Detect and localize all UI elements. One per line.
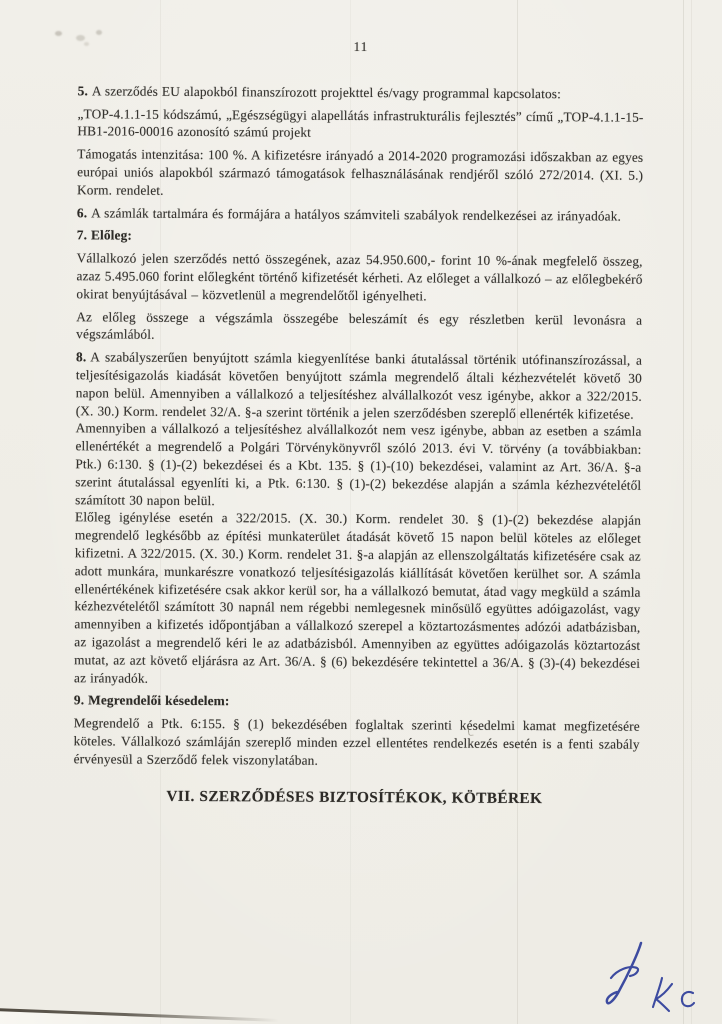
- section-number: 6.: [76, 204, 88, 220]
- heading-7-advance: 7. Előleg:: [76, 227, 133, 243]
- handwritten-initials-signature: [545, 915, 722, 1024]
- paragraph-project-code: „TOP-4.1.1-15 kódszámú, „Egészségügyi alapellátás infrastrukturális fejlesztés” című „TOP-4.1.1-15-HB1-2016-00016 azonosító számú projekt: [77, 105, 644, 141]
- paragraph-support-intensity: Támogatás intenzitása: 100 %. A kifizetésre irányadó a 2014-2020 programozási időszakban az egyes európai uniós alapokból származó támogatások felhasználásának rendjéről szóló 272/2014. (XI. 5.) Korm. rendelet.: [77, 146, 644, 198]
- page-number: 11: [353, 38, 369, 55]
- heading-9-client-delay: 9. Megrendelői késedelem:: [73, 692, 230, 709]
- paragraph-client-delay: Megrendelő a Ptk. 6:155. § (1) bekezdésében foglaltak szerinti késedelmi kamat megfizetésére köteles. Vállalkozó számláján szereplő minden ezzel ellentétes rendelkezés esetén is a fenti szabály érvényesül a Szerződő felek viszonylatában.: [73, 715, 640, 768]
- scan-speck: [55, 31, 62, 36]
- paragraph-advance-request: Előleg igénylése esetén a 322/2015. (X. 30.) Korm. rendelet 30. § (1)-(2) bekezdése alapján megrendelő legkésőbb az építési munkaterület átadását követő 15 napon belül köteles az előleget kifizetni. A 322/2015. (X. 30.) Korm. rendelet 31. §-a alapján az ellenszolgáltatás kifizetésére csak az adott munkára, munkarészre vonatkozó teljesítésigazolás kiállítását követően kerülhet sor. A számla ellenértékének kifizetésére csak akkor kerül sor, ha a vállalkozó bemutat, átad vagy megküld a számla kézhezvételétől számított 30 napnál nem régebbi nemlegesnek minősülő együttes adóigazolást, vagy amennyiben a kifizetés időpontjában a vállalkozó szerepel a köztartozásmentes adózói adatbázisban, az igazolást a megrendelő kéri le az adatbázisból. Amennyiben az együttes adóigazolás köztartozást mutat, az azt követő eljárásra az Art. 36/A. § (6) bekezdésére tekintettel a 36/A. § (3)-(4) bekezdései az irányadók.: [74, 509, 642, 686]
- section-number: 8.: [76, 349, 87, 365]
- document-body: [73, 36, 644, 809]
- paragraph-no-subcontractor: Amennyiben a vállalkozó a teljesítéshez alvállalkozót nem vesz igénybe, abban az esetben a számla ellenértékét a megrendelő a Polgári Törvénykönyvről szóló 2013. évi V. törvény (a továbbiakban: Ptk.) 6:130. § (1)-(2) bekezdései és a Kbt. 135. § (1)-(10) bekezdései, valamint az Art. 36/A. §-a szerint átutalással egyenlíti ki, a Ptk. 6:130. § (1)-(2) bekezdése alapján a számla kézhezvételétől számított 30 napon belül.: [75, 420, 642, 508]
- paragraph-advance-deduction: Az előleg összege a végszámla összegébe beleszámít és egy részletben kerül levonásra a végszámlából.: [76, 308, 643, 343]
- section-heading-vii: VII. SZERZŐDÉSES BIZTOSÍTÉKOK, KÖTBÉREK: [166, 788, 543, 808]
- paragraph-6-invoices: 6. A számlák tartalmára és formájára a hatályos számviteli szabályok rendelkezései az irányadóak.: [76, 204, 622, 224]
- scan-speck: [96, 30, 102, 35]
- section-number: 5.: [77, 83, 89, 99]
- paragraph-8-payment: 8. A szabályszerűen benyújtott számla kiegyenlítése banki átutalással történik utófinanszírozással, a teljesítésigazolás kiadását követően benyújtott számla megrendelő általi kézhezvételét követő 30 napon belül. Amennyiben a vállalkozó a teljesítéshez alvállalkozót vesz igénybe, akkor a 322/2015. (X. 30.) Korm. rendelet 32/A. §-a szerint történik a jelen szerződésben szereplő ellenérték kifizetése.: [75, 349, 643, 422]
- scanner-streak: [683, 0, 684, 1024]
- scanner-streak: [691, 0, 692, 1024]
- paragraph-5-intro: 5. A szerződés EU alapokból finanszírozott projekttel és/vagy programmal kapcsolatos:: [77, 83, 561, 102]
- paragraph-advance-amount: Vállalkozó jelen szerződés nettó összegének, azaz 54.950.600,- forint 10 %-ának megfelelő összeg, azaz 5.495.060 forint előlegként történő kifizetését kérheti. Az előleget a vállalkozó – az előlegbekérő okirat benyújtásával – közvetlenül a megrendelőtől igényelheti.: [76, 250, 643, 304]
